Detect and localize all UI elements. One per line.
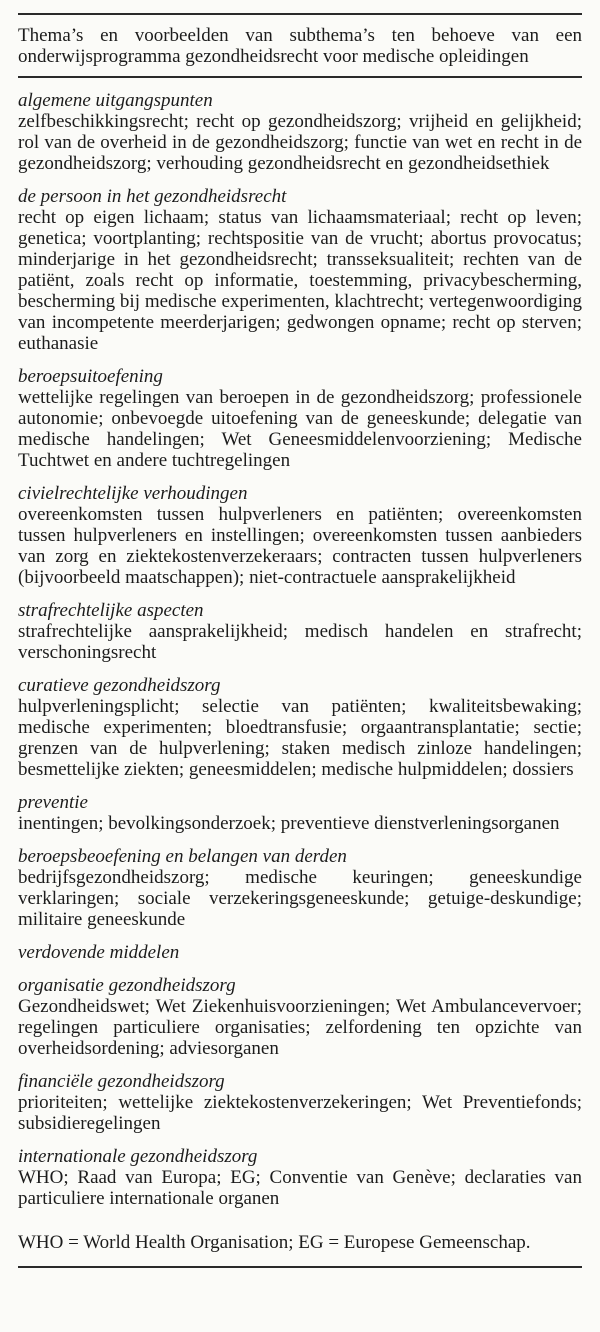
section-body: strafrechtelijke aansprakelijkheid; medisch handelen en strafrecht; verschoningsrecht xyxy=(18,621,582,663)
page-title: Thema’s en voorbeelden van subthema’s ten behoeve van een onderwijsprogramma gezondheidsrecht voor medische opleidingen xyxy=(18,25,582,67)
section-body: Gezondheidswet; Wet Ziekenhuisvoorzieningen; Wet Ambulancevervoer; regelingen particuliere organisaties; zelfordening ten opzichte van overheidsordening; adviesorganen xyxy=(18,996,582,1059)
section-heading: algemene uitgangspunten xyxy=(18,90,213,111)
section-heading: verdovende middelen xyxy=(18,942,180,963)
section-body: prioriteiten; wettelijke ziektekostenverzekeringen; Wet Preventiefonds; subsidieregelingen xyxy=(18,1092,582,1134)
title-divider-rule xyxy=(18,76,582,78)
section-body: bedrijfsgezondheidszorg; medische keuringen; geneeskundige verklaringen; sociale verzekeringsgeneeskunde; getuige-deskundige; militaire geneeskunde xyxy=(18,867,582,930)
section-heading: organisatie gezondheidszorg xyxy=(18,975,236,996)
section-heading: curatieve gezondheidszorg xyxy=(18,675,221,696)
section-heading: de persoon in het gezondheidsrecht xyxy=(18,186,287,207)
section-body: inentingen; bevolkingsonderzoek; preventieve dienstverleningsorganen xyxy=(18,813,560,834)
section-body: WHO; Raad van Europa; EG; Conventie van Genève; declaraties van particuliere internationale organen xyxy=(18,1167,582,1209)
section-financiele-gezondheidszorg xyxy=(18,1071,582,1134)
section-heading: beroepsbeoefening en belangen van derden xyxy=(18,846,347,867)
section-body: zelfbeschikkingsrecht; recht op gezondheidszorg; vrijheid en gelijkheid; rol van de overheid in de gezondheidszorg; functie van wet en recht in de gezondheidszorg; verhouding gezondheidsrecht en gezondheidsethiek xyxy=(18,111,582,174)
bottom-rule xyxy=(18,1266,582,1268)
section-body: hulpverleningsplicht; selectie van patiënten; kwaliteitsbewaking; medische experimenten; bloedtransfusie; orgaantransplantatie; sectie; grenzen van de hulpverlening; staken medisch zinloze handelingen; besmettelijke ziekten; geneesmiddelen; medische hulpmiddelen; dossiers xyxy=(18,696,582,780)
section-internationale-gezondheidszorg xyxy=(18,1146,582,1209)
section-body: overeenkomsten tussen hulpverleners en patiënten; overeenkomsten tussen hulpverleners en instellingen; overeenkomsten tussen aanbieders van zorg en ziektekostenverzekeraars; contracten tussen hulpverleners (bijvoorbeeld maatschappen); niet-contractuele aansprakelijkheid xyxy=(18,504,582,588)
section-heading: strafrechtelijke aspecten xyxy=(18,600,204,621)
section-heading: preventie xyxy=(18,792,88,813)
section-beroepsbeoefening-en-belangen-van-derden xyxy=(18,846,582,930)
top-rule xyxy=(18,13,582,15)
section-preventie xyxy=(18,792,582,834)
scanned-document-page xyxy=(0,13,600,1268)
section-verdovende-middelen xyxy=(18,942,582,963)
section-algemene-uitgangspunten xyxy=(18,90,582,174)
section-heading: internationale gezondheidszorg xyxy=(18,1146,258,1167)
section-de-persoon-in-het-gezondheidsrecht xyxy=(18,186,582,354)
section-beroepsuitoefening xyxy=(18,366,582,471)
section-curatieve-gezondheidszorg xyxy=(18,675,582,780)
section-organisatie-gezondheidszorg xyxy=(18,975,582,1059)
section-heading: beroepsuitoefening xyxy=(18,366,163,387)
section-body: wettelijke regelingen van beroepen in de gezondheidszorg; professionele autonomie; onbevoegde uitoefening van de geneeskunde; delegatie van medische handelingen; Wet Geneesmiddelenvoorziening; Medische Tuchtwet en andere tuchtregelingen xyxy=(18,387,582,471)
section-civielrechtelijke-verhoudingen xyxy=(18,483,582,588)
abbreviations-footnote: WHO = World Health Organisation; EG = Europese Gemeenschap. xyxy=(18,1232,531,1253)
section-heading: financiële gezondheidszorg xyxy=(18,1071,225,1092)
section-strafrechtelijke-aspecten xyxy=(18,600,582,663)
section-body: recht op eigen lichaam; status van lichaamsmateriaal; recht op leven; genetica; voortplanting; rechtspositie van de vrucht; abortus provocatus; minderjarige in het gezondheidsrecht; transseksualiteit; rechten van de patiënt, zoals recht op informatie, toestemming, privacybescherming, bescherming bij medische experimenten, klachtrecht; vertegenwoordiging van incompetente meerderjarigen; gedwongen opname; recht op sterven; euthanasie xyxy=(18,207,582,354)
section-heading: civielrechtelijke verhoudingen xyxy=(18,483,248,504)
